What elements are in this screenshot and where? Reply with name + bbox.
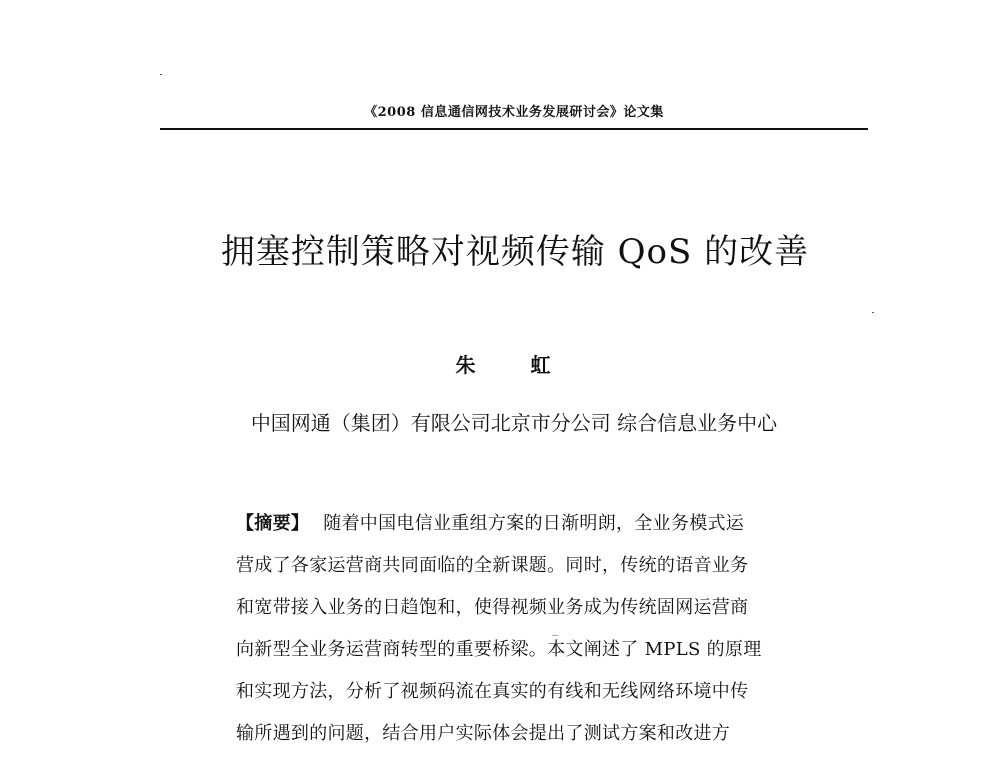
header-rule [160, 128, 868, 130]
abstract-label: 【摘要】 [236, 513, 310, 534]
abstract-line: 输所遇到的问题，结合用户实际体会提出了测试方案和改进方 [236, 723, 731, 744]
scan-speck [872, 312, 874, 313]
paper-title: 拥塞控制策略对视频传输 QoS 的改善 [220, 232, 810, 272]
abstract-line: 和宽带接入业务的日趋饱和，使得视频业务成为传统固网运营商 [236, 597, 749, 618]
abstract-line: 营成了各家运营商共同面临的全新课题。同时，传统的语音业务 [236, 555, 749, 576]
abstract-line: 向新型全业务运营商转型的重要桥梁。本文阐述了 MPLS 的原理 [236, 639, 762, 660]
abstract-line [236, 510, 816, 552]
running-header: 《2008 信息通信网技术业务发展研讨会》论文集 [364, 105, 664, 120]
author-affiliation: 中国网通（集团）有限公司北京市分公司 综合信息业务中心 [250, 411, 778, 435]
abstract-line: 和实现方法，分析了视频码流在真实的有线和无线网络环境中传 [236, 681, 749, 702]
abstract [236, 510, 816, 762]
scan-speck [160, 74, 162, 75]
author-name: 朱 虹 [455, 353, 575, 377]
abstract-text: 随着中国电信业重组方案的日渐明朗，全业务模式运 [323, 513, 745, 534]
